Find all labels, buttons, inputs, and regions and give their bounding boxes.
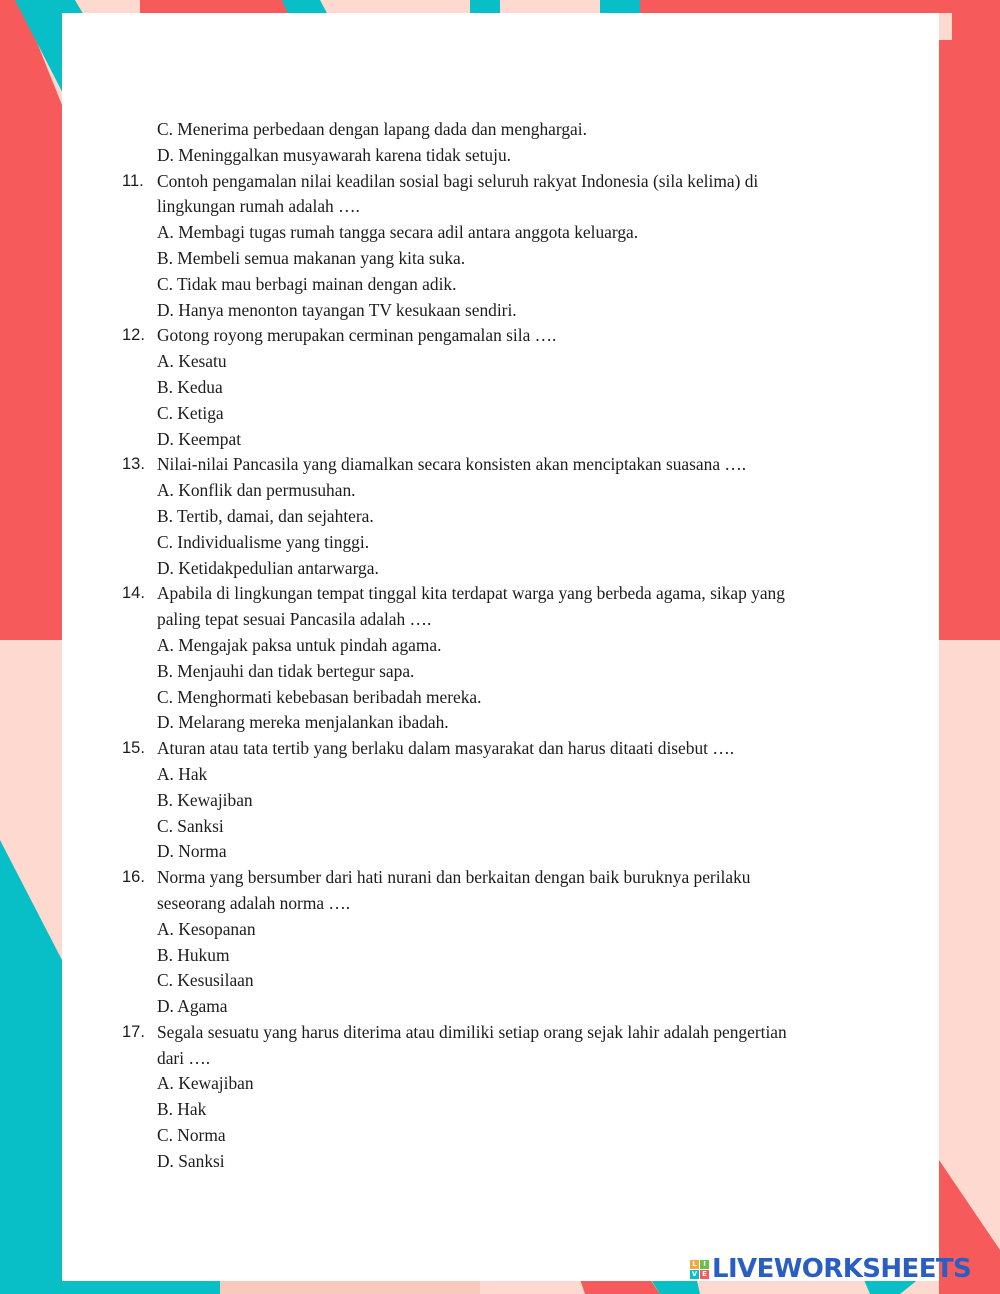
question-number: 15. xyxy=(122,739,145,758)
question-number: 11. xyxy=(122,171,144,190)
question-13 xyxy=(0,452,1000,581)
question-list xyxy=(0,117,1000,1175)
option-c[interactable]: C. Sanksi xyxy=(157,815,224,836)
option-c[interactable]: C. Individualisme yang tinggi. xyxy=(157,531,370,552)
option-a[interactable]: A. Mengajak paksa untuk pindah agama. xyxy=(157,634,442,655)
option-b[interactable]: B. Membeli semua makanan yang kita suka. xyxy=(157,247,466,268)
option-d[interactable]: D. Sanksi xyxy=(157,1150,225,1171)
question-text-cont: seseorang adalah norma …. xyxy=(157,892,351,913)
option-b[interactable]: B. Kewajiban xyxy=(157,789,253,810)
top-red-bar xyxy=(140,0,300,13)
option-d[interactable]: D. Hanya menonton tayangan TV kesukaan sendiri. xyxy=(157,299,517,320)
question-number: 16. xyxy=(122,868,145,887)
option-b[interactable]: B. Menjauhi dan tidak bertegur sapa. xyxy=(157,660,415,681)
option-b[interactable]: B. Hukum xyxy=(157,944,230,965)
option-a[interactable]: A. Kesatu xyxy=(157,351,227,372)
option-b[interactable]: B. Tertib, damai, dan sejahtera. xyxy=(157,505,374,526)
question-11 xyxy=(0,169,1000,324)
question-12 xyxy=(0,323,1000,452)
logo-mark-v: V xyxy=(691,1269,698,1278)
option-c[interactable]: C. Tidak mau berbagi mainan dengan adik. xyxy=(157,273,457,294)
question-text: Segala sesuatu yang harus diterima atau dimiliki setiap orang sejak lahir adalah pengertian xyxy=(157,1021,787,1042)
logo-mark-e: E xyxy=(700,1270,709,1279)
question-16 xyxy=(0,865,1000,1020)
liveworksheets-mark-icon xyxy=(690,1260,709,1279)
question-text-cont: lingkungan rumah adalah …. xyxy=(157,196,360,217)
option-d[interactable]: D. Ketidakpedulian antarwarga. xyxy=(157,557,379,578)
option-d[interactable]: D. Keempat xyxy=(157,428,242,449)
question-text: Nilai-nilai Pancasila yang diamalkan secara konsisten akan menciptakan suasana …. xyxy=(157,454,747,475)
bottom-left-teal xyxy=(0,1281,240,1294)
question-text: Norma yang bersumber dari hati nurani dan berkaitan dengan baik buruknya perilaku xyxy=(157,867,751,888)
option-c[interactable]: C. Menghormati kebebasan beribadah mereka. xyxy=(157,686,482,707)
option-c[interactable]: C. Kesusilaan xyxy=(157,970,254,991)
option-d[interactable]: D. Melarang mereka menjalankan ibadah. xyxy=(157,712,449,733)
option-a[interactable]: A. Kesopanan xyxy=(157,918,256,939)
option-a[interactable]: A. Kewajiban xyxy=(157,1073,254,1094)
question-15 xyxy=(0,736,1000,865)
option-d[interactable]: D. Agama xyxy=(157,996,228,1017)
option-c[interactable]: C. Ketiga xyxy=(157,402,224,423)
logo-mark-l: L xyxy=(690,1260,699,1269)
option-a[interactable]: A. Hak xyxy=(157,763,208,784)
bottom-peach-stripe xyxy=(220,1281,480,1294)
question-text: Apabila di lingkungan tempat tinggal kita terdapat warga yang berbeda agama, sikap yang xyxy=(157,583,785,604)
prev-option-d: D. Meninggalkan musyawarah karena tidak setuju. xyxy=(157,144,511,165)
question-text-cont: dari …. xyxy=(157,1047,211,1068)
option-a[interactable]: A. Konflik dan permusuhan. xyxy=(157,480,356,501)
liveworksheets-logo[interactable] xyxy=(690,1254,971,1284)
option-d[interactable]: D. Norma xyxy=(157,841,227,862)
question-text: Gotong royong merupakan cerminan pengamalan sila …. xyxy=(157,325,557,346)
option-b[interactable]: B. Kedua xyxy=(157,376,223,397)
option-b[interactable]: B. Hak xyxy=(157,1099,207,1120)
question-number: 14. xyxy=(122,584,145,603)
option-a[interactable]: A. Membagi tugas rumah tangga secara adil antara anggota keluarga. xyxy=(157,222,639,243)
logo-mark-i: I xyxy=(700,1260,709,1269)
question-text-cont: paling tepat sesuai Pancasila adalah …. xyxy=(157,609,432,630)
top-teal-stripe-2 xyxy=(470,0,500,13)
question-text: Contoh pengamalan nilai keadilan sosial bagi seluruh rakyat Indonesia (sila kelima) di xyxy=(157,170,759,191)
question-17 xyxy=(0,1020,1000,1175)
question-number: 17. xyxy=(122,1022,145,1041)
question-number: 13. xyxy=(122,455,145,474)
prev-option-c: C. Menerima perbedaan dengan lapang dada dan menghargai. xyxy=(157,119,587,139)
logo-text: LIVEWORKSHEETS xyxy=(712,1254,972,1284)
question-14 xyxy=(0,581,1000,736)
question-text: Aturan atau tata tertib yang berlaku dalam masyarakat dan harus ditaati disebut …. xyxy=(157,738,735,759)
question-number: 12. xyxy=(122,326,145,345)
option-c[interactable]: C. Norma xyxy=(157,1125,226,1146)
